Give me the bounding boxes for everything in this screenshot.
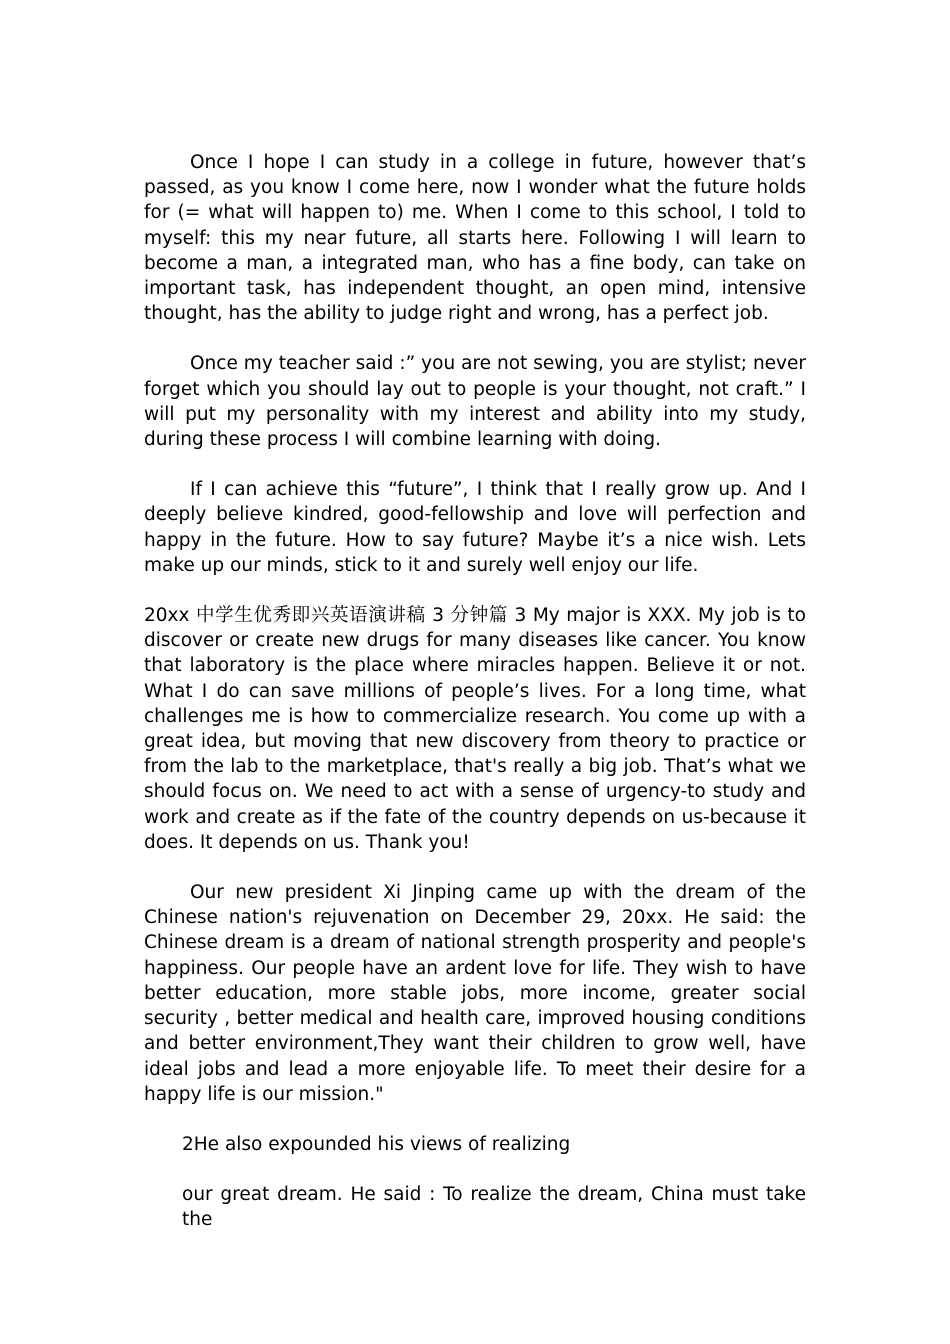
paragraph-views: 2He also expounded his views of realizing [182, 1133, 571, 1155]
paragraph-achieve-future: If I can achieve this “future”, I think that I really grow up. And I deeply believe kindred, good-fellowship and love will perfection and happy in the future. How to say future? Maybe it’s a nice wish. Lets make up our minds, stick to it and surely well enjoy our life. [144, 479, 806, 576]
document-page [144, 150, 806, 1258]
paragraph-major [144, 603, 806, 855]
section-heading: 20xx 中学生优秀即兴英语演讲稿 3 分钟篇 3 [144, 605, 527, 627]
paragraph-realize-dream: our great dream. He said : To realize the dream, China must take the [182, 1184, 806, 1231]
paragraph-future-hope: Once I hope I can study in a college in future, however that’s passed, as you know I come here, now I wonder what the future holds for (= what will happen to) me. When I come to this school, I told to myself: this my near future, all starts here. Following I will learn to become a man, a integrated man, who has a fine body, can take on important task, has independent thought, an open mind, intensive thought, has the ability to judge right and wrong, has a perfect job. [144, 152, 806, 325]
paragraph-chinese-dream: Our new president Xi Jinping came up with the dream of the Chinese nation's rejuvenation on December 29, 20xx. He said: the Chinese dream is a dream of national strength prosperity and people's happiness. Our people have an ardent love for life. They wish to have better education, more stable jobs, more income, greater social security , better medical and health care, improved housing conditions and better environment,They want their children to grow well, have ideal jobs and lead a more enjoyable life. To meet their desire for a happy life is our mission." [144, 882, 806, 1105]
paragraph-major-text: My major is XXX. My job is to discover or create new drugs for many diseases like cancer. You know that laboratory is the place where miracles happen. Believe it or not. What I do can save millions of people’s lives. For a long time, what challenges me is how to commercialize research. You come up with a great idea, but moving that new discovery from theory to practice or from the lab to the marketplace, that's really a big job. That’s what we should focus on. We need to act with a sense of urgency-to study and work and create as if the fate of the country depends on us-because it does. It depends on us. Thank you! [144, 605, 806, 853]
paragraph-teacher-quote: Once my teacher said :” you are not sewing, you are stylist; never forget which you should lay out to people is your thought, not craft.” I will put my personality with my interest and ability into my study, during these process I will combine learning with doing. [144, 353, 806, 451]
